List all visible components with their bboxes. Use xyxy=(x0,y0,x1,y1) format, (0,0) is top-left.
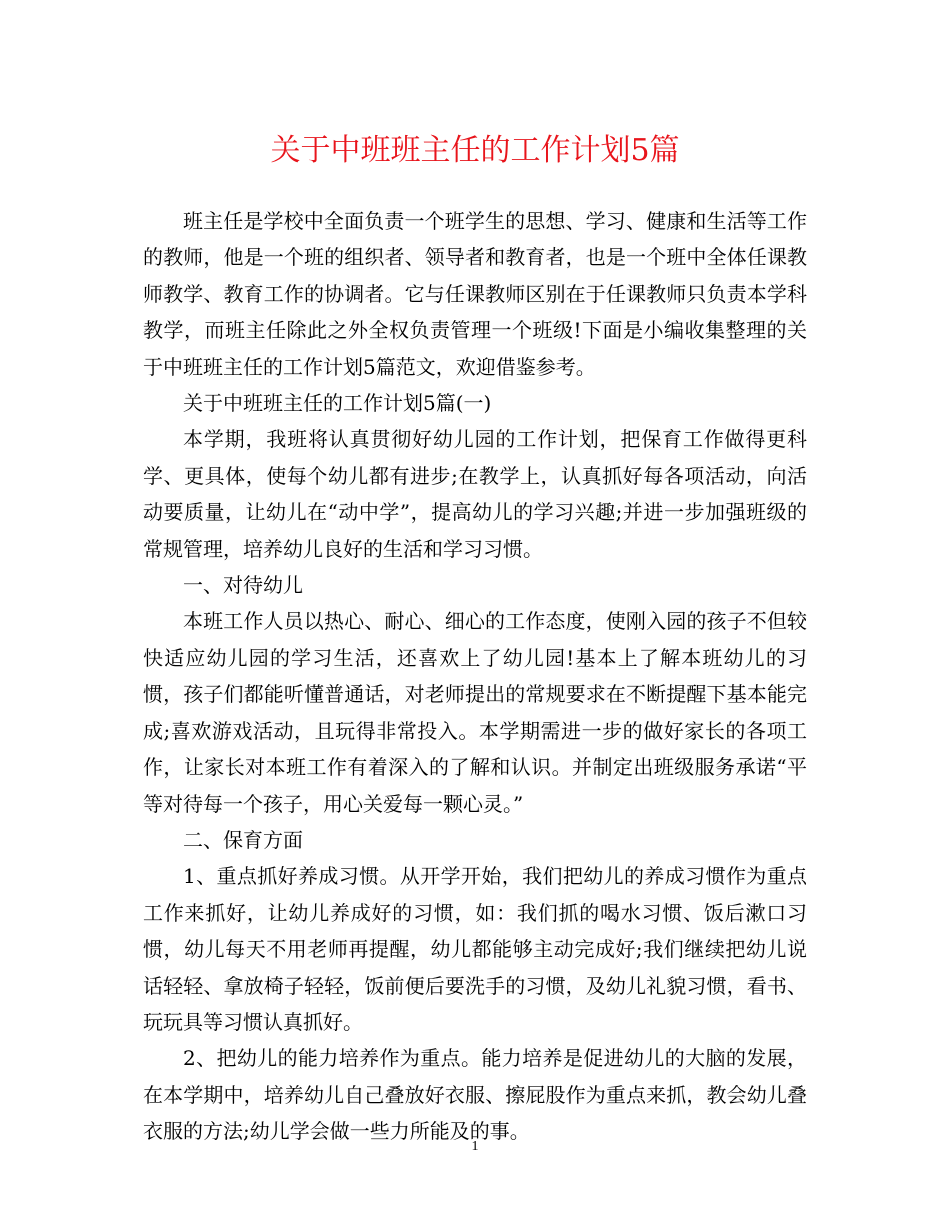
paragraph-intro: 班主任是学校中全面负责一个班学生的思想、学习、健康和生活等工作的教师，他是一个班的组织者、领导者和教育者，也是一个班中全体任课教师教学、教育工作的协调者。它与任课教师区别在于任课教师只负责本学科教学，而班主任除此之外全权负责管理一个班级!下面是小编收集整理的关于中班班主任的工作计划5篇范文，欢迎借鉴参考。 xyxy=(143,209,807,379)
paragraph-habits: 1、重点抓好养成习惯。从开学开始，我们把幼儿的养成习惯作为重点工作来抓好，让幼儿养成好的习惯，如：我们抓的喝水习惯、饭后漱口习惯，幼儿每天不用老师再提醒，幼儿都能够主动完成好;我们继续把幼儿说话轻轻、拿放椅子轻轻，饭前便后要洗手的习惯，及幼儿礼貌习惯，看书、玩玩具等习惯认真抓好。 xyxy=(143,864,807,1034)
document-body xyxy=(143,203,807,1150)
paragraph-semester-plan: 本学期，我班将认真贯彻好幼儿园的工作计划，把保育工作做得更科学、更具体，使每个幼儿都有进步;在教学上，认真抓好每各项活动，向活动要质量，让幼儿在“动中学”，提高幼儿的学习兴趣;并进一步加强班级的常规管理，培养幼儿良好的生活和学习习惯。 xyxy=(143,427,807,561)
section-heading-treating-children: 一、对待幼儿 xyxy=(183,573,303,598)
paragraph-abilities: 2、把幼儿的能力培养作为重点。能力培养是促进幼儿的大脑的发展，在本学期中，培养幼儿自己叠放好衣服、擦屁股作为重点来抓，教会幼儿叠衣服的方法;幼儿学会做一些力所能及的事。 xyxy=(143,1046,807,1144)
document-title: 关于中班班主任的工作计划5篇 xyxy=(270,133,680,168)
section-heading-childcare: 二、保育方面 xyxy=(183,827,303,852)
paragraph-treating-children: 本班工作人员以热心、耐心、细心的工作态度，使刚入园的孩子不但较快适应幼儿园的学习生活，还喜欢上了幼儿园!基本上了解本班幼儿的习惯，孩子们都能听懂普通话，对老师提出的常规要求在不断提醒下基本能完成;喜欢游戏活动，且玩得非常投入。本学期需进一步的做好家长的各项工作，让家长对本班工作有着深入的了解和认识。并制定出班级服务承诺“平等对待每一个孩子，用心关爱每一颗心灵。” xyxy=(143,609,807,816)
section-heading-part-one: 关于中班班主任的工作计划5篇(一) xyxy=(183,391,492,416)
page-number: 1 xyxy=(471,1139,479,1154)
